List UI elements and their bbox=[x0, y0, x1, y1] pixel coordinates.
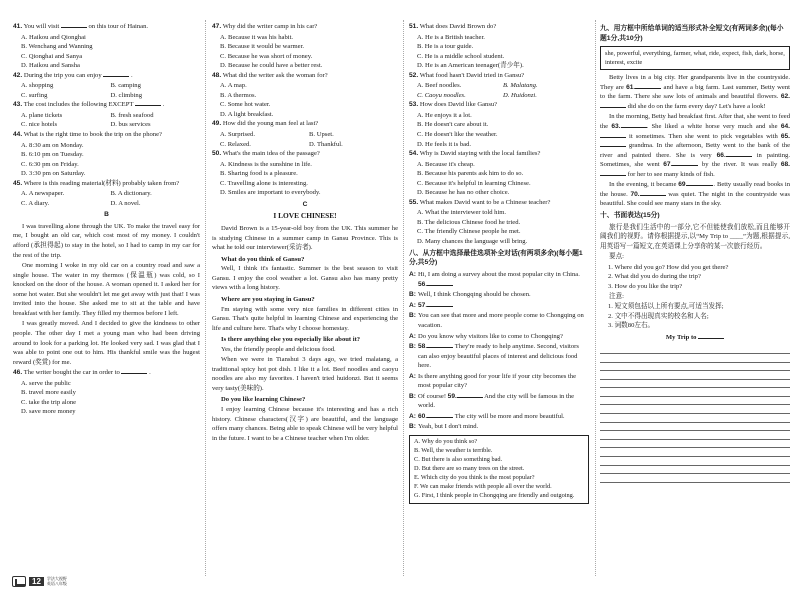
answer-option: B. camping bbox=[110, 82, 141, 90]
option-row bbox=[13, 199, 200, 209]
dialog-line bbox=[409, 332, 589, 342]
answer-option[interactable]: D. Because he has no other choice. bbox=[417, 189, 510, 197]
answer-option: D. Thankful. bbox=[309, 140, 343, 148]
blank-number: 68. bbox=[780, 161, 790, 169]
answer-option: B. fresh seafood bbox=[110, 111, 154, 119]
answer-option[interactable]: C. He doesn't like the weather. bbox=[417, 131, 498, 139]
answer-option[interactable]: D. Because he could have a better rest. bbox=[220, 62, 323, 70]
writing-line[interactable] bbox=[600, 345, 790, 354]
blank-number: 62. bbox=[780, 93, 790, 101]
dialog-line bbox=[409, 392, 589, 411]
question-stem: What makes David want to be a Chinese teacher? bbox=[419, 198, 551, 206]
footer-tags bbox=[47, 577, 67, 586]
cloze-text: In the evening, it became bbox=[609, 181, 679, 189]
cloze-text: Betty lives in a big city. Her grandparents live in the countryside. They are bbox=[600, 74, 790, 91]
answer-blank[interactable] bbox=[427, 342, 453, 348]
page-footer bbox=[12, 576, 67, 587]
cloze-text: was quiet. The night in the countryside was beautiful. She could see many stars in the sky. bbox=[600, 190, 790, 208]
answer-blank[interactable] bbox=[672, 160, 698, 166]
question bbox=[212, 119, 398, 129]
dialog-text-wrap bbox=[418, 372, 589, 391]
box-option: A. Why do you think so? bbox=[414, 438, 478, 446]
writing-line[interactable] bbox=[600, 405, 790, 414]
answer-option[interactable]: A. serve the public bbox=[21, 379, 71, 387]
writing-point: 2. What did you do during the trip? bbox=[608, 273, 701, 281]
answer-option[interactable]: C. Qionghai and Sanya bbox=[21, 52, 83, 60]
question bbox=[212, 71, 398, 81]
option-row bbox=[212, 130, 398, 140]
question-stem: Where is this reading material(材料) probably taken from? bbox=[23, 179, 180, 187]
option-row bbox=[409, 91, 589, 101]
answer-blank[interactable] bbox=[600, 132, 626, 138]
cloze-text: . She liked a white horse very much and she bbox=[646, 122, 781, 130]
speaker-label: A: bbox=[409, 412, 416, 420]
section-10-heading: 十、书面表达(15分) bbox=[600, 211, 660, 219]
dialog-text: Well, I think Chongqing should be chosen. bbox=[418, 291, 531, 299]
question bbox=[212, 22, 398, 32]
answer-blank[interactable] bbox=[687, 180, 713, 186]
question-stem: What is the right time to book the trip on the phone? bbox=[23, 131, 162, 139]
speaker-label: B: bbox=[409, 291, 416, 299]
speaker-label: A: bbox=[409, 301, 416, 309]
section-label-b: B bbox=[104, 211, 109, 219]
passage-paragraph: I'm staying with some very nice families in different cities in Gansu. That's quite helpful in learning Chinese and experiencing the life and culture here. That's why I choose homestay. bbox=[212, 305, 398, 332]
passage-paragraph: One morning I woke in my old car on a country road and saw a single house. The water in my thermos (保温瓶) was cold, so I knocked on the door of the house. A woman opened it. I asked her for some hot water. But she wouldn't let me get away with just that! I was invited into the house. She asked me to sit at the table and have breakfast with her family. They filled my thermos before I left. bbox=[13, 262, 200, 317]
question bbox=[409, 22, 589, 32]
answer-blank[interactable] bbox=[121, 368, 147, 374]
essay-title-blank[interactable] bbox=[698, 333, 724, 339]
passage-paragraph: I enjoy learning Chinese because it's interesting and has a rich history. Chinese characters(汉字) are beautiful, and the language offers many chances. Being able to speak Chinese will be very helpful in the future. I want to be a Chinese teacher when I'm older. bbox=[212, 405, 398, 442]
question-stem: How does David like Gansu? bbox=[419, 101, 498, 109]
question-stem-end: . bbox=[162, 101, 165, 109]
blank-number: 64. bbox=[780, 122, 790, 130]
answer-option[interactable]: B. 6:10 pm on Tuesday. bbox=[21, 151, 84, 159]
answer-option: C. A diary. bbox=[21, 199, 50, 207]
question-stem: During the trip you can enjoy bbox=[23, 71, 102, 79]
writing-line[interactable] bbox=[600, 457, 790, 466]
passage-paragraph: I was travelling alone through the UK. To make the travel easy for me, I bought an old car, which cost most of my money. I couldn't afford (承担得起) to stay in the hotel, so I had to camp in my car for the rest of the trip. bbox=[13, 222, 200, 259]
answer-blank[interactable] bbox=[427, 301, 453, 307]
question-stem: What's the main idea of the passage? bbox=[222, 150, 320, 158]
dialog-text: Hi, I am doing a survey about the most popular city in China. bbox=[418, 271, 580, 279]
question-number: 47. bbox=[212, 23, 222, 30]
question-stem: How did the young man feel at last? bbox=[222, 120, 319, 128]
answer-blank[interactable] bbox=[640, 190, 666, 196]
interview-question: What do you think of Gansu? bbox=[221, 255, 305, 263]
cloze-text: and have a big farm. Last summer, Betty went to the farm. There she saw lots of animals and beautiful flowers. bbox=[600, 83, 790, 101]
question bbox=[409, 149, 589, 159]
notes-title: 注意: bbox=[609, 292, 625, 300]
answer-option: D. A novel. bbox=[110, 199, 141, 207]
option-row bbox=[13, 111, 200, 121]
answer-blank[interactable] bbox=[427, 280, 453, 286]
writing-line[interactable] bbox=[600, 466, 790, 475]
answer-option: A. Surprised. bbox=[220, 131, 255, 139]
writing-line[interactable] bbox=[600, 440, 790, 449]
dialog-line bbox=[409, 422, 589, 432]
blank-number: 63. bbox=[611, 122, 621, 130]
answer-option[interactable]: B. He doesn't care about it. bbox=[417, 121, 489, 129]
answer-blank[interactable] bbox=[726, 151, 752, 157]
question bbox=[13, 130, 200, 140]
question-number: 41. bbox=[13, 23, 23, 30]
dialog-line bbox=[409, 270, 589, 289]
question-number: 45. bbox=[13, 179, 23, 187]
column-divider bbox=[403, 20, 404, 576]
dialog-text-wrap bbox=[418, 342, 589, 371]
question-number: 49. bbox=[212, 120, 222, 128]
question-number: 55. bbox=[409, 198, 419, 206]
column-4 bbox=[600, 22, 790, 483]
answer-blank[interactable] bbox=[457, 392, 483, 398]
dialog-text: Yeah, but I don't mind. bbox=[418, 423, 479, 431]
answer-blank[interactable] bbox=[600, 170, 626, 176]
answer-option[interactable]: A. What the interviewer told him. bbox=[417, 209, 507, 217]
dialog-text-wrap bbox=[418, 412, 565, 422]
question-number: 54. bbox=[409, 150, 419, 158]
question bbox=[212, 149, 398, 159]
dialog-line bbox=[409, 290, 589, 300]
column-divider bbox=[205, 20, 206, 576]
writing-line[interactable] bbox=[600, 474, 790, 483]
cloze-text: In the morning, Betty had breakfast first. After that, she went to feed the bbox=[600, 113, 790, 130]
dialog-line bbox=[409, 372, 589, 391]
cloze-text: did she do on the farm every day? Let's have a look! bbox=[626, 102, 766, 110]
cloze-text: for her to see many kinds of fish. bbox=[626, 170, 715, 178]
essay-title-text: My Trip to bbox=[665, 333, 697, 341]
answer-option[interactable]: D. 3:30 pm on Saturday. bbox=[21, 170, 86, 178]
answer-option: C. Relaxed. bbox=[220, 140, 251, 148]
passage-intro: David Brown is a 15-year-old boy from the UK. This summer he is studying Chinese in a summer camp in Gansu Province. This is what he told our interviewer(采访者). bbox=[212, 225, 398, 252]
cloze-text: in painting. Sometimes, she went bbox=[600, 151, 790, 169]
blank-number: 69. bbox=[678, 181, 688, 189]
answer-option[interactable]: B. Because his parents ask him to do so. bbox=[417, 170, 524, 178]
writing-line[interactable] bbox=[600, 431, 790, 440]
answer-option[interactable]: B. Because it would be warmer. bbox=[220, 43, 305, 51]
dialog-text: Is there anything good for your life if your city becomes the most popular city? bbox=[418, 372, 577, 390]
footer-tag: 英语八年级 bbox=[46, 580, 67, 586]
answer-blank[interactable] bbox=[61, 22, 87, 28]
passage-paragraph: I was greatly moved. And I decided to give the kindness to other people. The other day I met a young man who had been driving around to look for a parking lot. He looked very sad. I was glad that I was able to point one out to him. His thankful smile was the hugest reward (奖赏) for me. bbox=[13, 320, 200, 366]
question-number: 50. bbox=[212, 150, 222, 158]
question-stem: The cost includes the following EXCEPT bbox=[23, 101, 134, 109]
question-stem-end: . bbox=[149, 369, 151, 377]
dialog-text-wrap bbox=[418, 392, 589, 411]
dialog-text-wrap bbox=[418, 311, 589, 330]
answer-option[interactable]: D. He feels it is bad. bbox=[417, 140, 472, 148]
dialog-text: Of course! bbox=[418, 392, 447, 400]
answer-option[interactable]: A. Because it's cheap. bbox=[417, 160, 475, 168]
question bbox=[13, 22, 200, 32]
question-stem: What does David Brown do? bbox=[419, 23, 497, 30]
writing-line[interactable] bbox=[600, 380, 790, 389]
dialog-text-wrap bbox=[418, 290, 531, 300]
speaker-label: A: bbox=[409, 332, 416, 340]
passage-paragraph: Yes, the friendly people and delicious food. bbox=[221, 345, 336, 353]
essay-title bbox=[600, 333, 790, 343]
options-box bbox=[409, 435, 589, 504]
answer-option[interactable]: C. 6:30 pm on Friday. bbox=[21, 160, 79, 168]
blank-number: 67. bbox=[663, 161, 673, 169]
dialog-line bbox=[409, 412, 589, 422]
option-row bbox=[13, 91, 200, 101]
answer-option: C. surfing bbox=[21, 91, 48, 99]
writing-prompt: 旅行是我们生活中的一部分,它不但能使我们放松,而且能够开阔我们的视野。请你根据提示,以“My Trip to ____”为题,根据提示,用英语写一篇短文,在英语课上分享你的某一次旅行经历。 bbox=[600, 223, 790, 250]
answer-option[interactable]: C. Travelling alone is interesting. bbox=[220, 179, 308, 187]
question-number: 46. bbox=[13, 369, 23, 377]
question-stem: What did the writer ask the woman for? bbox=[222, 71, 328, 79]
writing-line[interactable] bbox=[600, 363, 790, 372]
option-row bbox=[212, 140, 398, 150]
answer-option[interactable]: D. save more money bbox=[21, 408, 76, 416]
cloze-paragraph bbox=[600, 180, 790, 209]
speaker-label: B: bbox=[409, 423, 416, 431]
answer-option[interactable]: B. He is a tour guide. bbox=[417, 43, 474, 51]
answer-option[interactable]: C. take the trip alone bbox=[21, 398, 77, 406]
answer-option[interactable]: D. A light breakfast. bbox=[220, 110, 274, 118]
answer-option[interactable]: C. Because it's helpful in learning Chinese. bbox=[417, 179, 531, 187]
answer-option[interactable]: D. Haikou and Sansha bbox=[21, 62, 80, 70]
section-label-c: C bbox=[302, 200, 308, 208]
option-row bbox=[13, 120, 200, 130]
column-divider bbox=[595, 20, 596, 576]
question-stem-end: on this tour of Hainan. bbox=[88, 23, 149, 30]
passage-title: I LOVE CHINESE! bbox=[273, 211, 337, 221]
question bbox=[409, 71, 589, 81]
option-row bbox=[13, 81, 200, 91]
answer-blank[interactable] bbox=[621, 122, 647, 128]
dialog-text: And the city will be famous in the world. bbox=[418, 392, 575, 410]
column-3 bbox=[409, 22, 589, 504]
answer-option[interactable]: C. Because he was short of money. bbox=[220, 52, 313, 60]
word-bank-box: she, powerful, everything, farmer, what, ride, expect, fish, dark, horse, interest, excite bbox=[600, 46, 790, 71]
writing-point: 1. Where did you go? How did you get there? bbox=[608, 263, 729, 271]
question-number: 43. bbox=[13, 101, 23, 109]
box-option: D. But there are so many trees on the street. bbox=[414, 464, 525, 472]
question-stem-end: . bbox=[130, 71, 133, 79]
answer-option: A. shopping bbox=[21, 82, 54, 90]
interview-question: Do you like learning Chinese? bbox=[221, 396, 306, 404]
answer-option[interactable]: B. A thermos. bbox=[220, 91, 257, 99]
dialog-text-wrap bbox=[418, 332, 563, 342]
dialog-text: Do you know why visitors like to come to Chongqing? bbox=[418, 332, 563, 340]
box-option: F. We can make friends with people all over the world. bbox=[414, 482, 552, 490]
question-stem: Why is David staying with the local families? bbox=[419, 150, 541, 158]
writing-note: 1. 短文须包括以上所有要点,可适当发挥; bbox=[608, 303, 724, 311]
question-number: 42. bbox=[13, 71, 23, 79]
question-stem: The writer bought the car in order to bbox=[23, 369, 120, 377]
dialog-text: The city will be more and more beautiful. bbox=[454, 412, 565, 420]
publisher-logo-icon bbox=[12, 576, 26, 587]
section-9-heading: 九、用方框中所给单词的适当形式补全短文(有两词多余)(每小题1分,共10分) bbox=[600, 25, 784, 42]
writing-line[interactable] bbox=[600, 423, 790, 432]
answer-option: D. bus services bbox=[110, 121, 151, 129]
interview-question: Is there anything else you especially like about it? bbox=[221, 336, 361, 344]
box-option: C. But there is also something bad. bbox=[414, 455, 503, 463]
answer-option[interactable]: D. Many chances the language will bring. bbox=[417, 238, 528, 246]
answer-option[interactable]: C. The friendly Chinese people he met. bbox=[417, 228, 521, 236]
dialog-text: You can see that more and more people come to Chongqing on vacation. bbox=[418, 312, 584, 329]
answer-option: A. A newspaper. bbox=[21, 190, 65, 198]
answer-option[interactable]: B. travel more easily bbox=[21, 389, 76, 397]
question-number: 52. bbox=[409, 71, 419, 79]
answer-option[interactable]: C. Some hot water. bbox=[220, 101, 271, 109]
column-1 bbox=[13, 22, 200, 417]
writing-line[interactable] bbox=[600, 371, 790, 380]
writing-note: 3. 词数80左右。 bbox=[608, 322, 655, 330]
writing-point: 3. How do you like the trip? bbox=[608, 283, 683, 291]
question bbox=[13, 71, 200, 81]
column-2 bbox=[212, 22, 398, 444]
blank-number: 61. bbox=[626, 83, 636, 91]
answer-option: B. Upset. bbox=[309, 131, 334, 139]
interview-question: Where are you staying in Gansu? bbox=[221, 295, 315, 303]
points-title: 要点: bbox=[609, 253, 625, 261]
writing-line[interactable] bbox=[600, 354, 790, 363]
answer-option: A. plane tickets bbox=[21, 111, 63, 119]
question-number: 51. bbox=[409, 23, 419, 30]
box-option: E. Which city do you think is the most popular? bbox=[414, 473, 535, 481]
speaker-label: A: bbox=[409, 271, 416, 279]
question-number: 48. bbox=[212, 71, 222, 79]
answer-option: C. Caoyu noodles. bbox=[417, 91, 466, 99]
section-8-heading: 八、从方框中选择最佳选项补全对话(有两项多余)(每小题1分,共5分) bbox=[409, 249, 583, 267]
cloze-text: grandma. In the afternoon, Betty went to the bank of the river and painted there. She is very bbox=[600, 142, 790, 159]
answer-option: B. Malatang. bbox=[503, 82, 538, 90]
question-stem: What food hasn't David tried in Gansu? bbox=[419, 71, 525, 79]
answer-option[interactable]: D. He is an American teenager(青少年). bbox=[417, 62, 524, 70]
answer-option[interactable]: A. A map. bbox=[220, 82, 247, 90]
answer-option[interactable]: A. He enjoys it a lot. bbox=[417, 111, 472, 119]
cloze-text: . Betty usually read books in the house. bbox=[600, 181, 791, 198]
dialog-line bbox=[409, 301, 589, 311]
question bbox=[409, 198, 589, 208]
answer-blank[interactable] bbox=[427, 412, 453, 418]
answer-option[interactable]: A. Because it was his habit. bbox=[220, 33, 294, 41]
question bbox=[409, 100, 589, 110]
speaker-label: A: bbox=[409, 372, 416, 380]
answer-blank[interactable] bbox=[103, 71, 129, 77]
writing-line[interactable] bbox=[600, 388, 790, 397]
question-number: 44. bbox=[13, 131, 23, 139]
question-stem: Why did the writer camp in his car? bbox=[222, 23, 318, 30]
page-number: 12 bbox=[29, 577, 44, 586]
question bbox=[13, 100, 200, 110]
option-row bbox=[13, 189, 200, 199]
answer-option[interactable]: A. Kindness is the sunshine in life. bbox=[220, 160, 312, 168]
box-option: B. Well, the weather is terrible. bbox=[414, 446, 493, 454]
speaker-label: B: bbox=[409, 392, 416, 400]
answer-blank[interactable] bbox=[600, 102, 626, 108]
blank-number: 58. bbox=[418, 343, 428, 351]
answer-option: D. climbing bbox=[110, 91, 143, 99]
cloze-text: it sometimes. Then she went to pick vegetables with bbox=[626, 132, 781, 140]
passage-paragraph: Well, I think it's fantastic. Summer is the best season to visit Gansu. I enjoy the cool weather a lot. Gansu also has many pretty views with a long history. bbox=[212, 265, 398, 292]
cloze-paragraph bbox=[600, 112, 790, 179]
answer-blank[interactable] bbox=[635, 83, 661, 89]
blank-number: 59. bbox=[447, 392, 457, 400]
dialog-line bbox=[409, 342, 589, 371]
dialog-text-wrap bbox=[418, 301, 453, 311]
writing-line[interactable] bbox=[600, 448, 790, 457]
box-option: G. First, I think people in Chongqing are friendly and outgoing. bbox=[414, 491, 575, 499]
blank-number: 56. bbox=[418, 280, 428, 288]
question bbox=[13, 368, 200, 378]
blank-number: 66. bbox=[716, 151, 726, 159]
answer-option[interactable]: A. Haikou and Qionghai bbox=[21, 33, 86, 41]
answer-option[interactable]: B. Wenchang and Wanning bbox=[21, 43, 93, 51]
blank-number: 60. bbox=[418, 412, 428, 420]
question-number: 53. bbox=[409, 101, 419, 109]
question bbox=[13, 179, 200, 189]
writing-note: 2. 文中不得出现真实的校名和人名; bbox=[608, 312, 709, 320]
dialog-line bbox=[409, 311, 589, 330]
blank-number: 65. bbox=[780, 132, 790, 140]
answer-option: A. Beef noodles. bbox=[417, 82, 462, 90]
question-stem: You will visit bbox=[23, 23, 60, 30]
speaker-label: B: bbox=[409, 343, 416, 351]
answer-option[interactable]: C. He is a middle school student. bbox=[417, 52, 505, 60]
answer-option[interactable]: B. The delicious Chinese food he tried. bbox=[417, 218, 521, 226]
answer-blank[interactable] bbox=[135, 100, 161, 106]
answer-option[interactable]: A. He is a British teacher. bbox=[417, 33, 485, 41]
dialog-text: They're ready to help anytime. Second, visitors can also enjoy beautiful places of interest and delicious food here. bbox=[418, 343, 579, 370]
passage-paragraph: When we were in Tianshui 3 days ago, we tried malatang, a traditional spicy hot pot dish. I like it a lot. Beef noodles and caoyu noodles are also my favorites. I haven't tried huidonzi. But it seems very tasty(美味的). bbox=[212, 356, 398, 392]
blank-number: 57. bbox=[418, 301, 428, 309]
answer-blank[interactable] bbox=[600, 141, 626, 147]
answer-option[interactable]: B. Sharing food is a pleasure. bbox=[220, 170, 298, 178]
blank-number: 70. bbox=[630, 190, 640, 198]
dialog-text-wrap bbox=[418, 422, 478, 432]
answer-option[interactable]: D. Smiles are important to everybody. bbox=[220, 189, 321, 197]
answer-option[interactable]: A. 8:30 am on Monday. bbox=[21, 141, 84, 149]
option-row bbox=[409, 81, 589, 91]
cloze-paragraph bbox=[600, 73, 790, 111]
speaker-label: B: bbox=[409, 312, 416, 320]
dialog-text-wrap bbox=[418, 270, 589, 289]
footer-tag: 学法大视野 bbox=[46, 576, 67, 582]
writing-line[interactable] bbox=[600, 414, 790, 423]
answer-option: C. nice hotels bbox=[21, 121, 58, 129]
answer-option: D. Huidonzi. bbox=[503, 91, 537, 99]
writing-line[interactable] bbox=[600, 397, 790, 406]
answer-option: B. A dictionary. bbox=[110, 190, 152, 198]
cloze-text: by the river. It was really bbox=[698, 161, 781, 169]
